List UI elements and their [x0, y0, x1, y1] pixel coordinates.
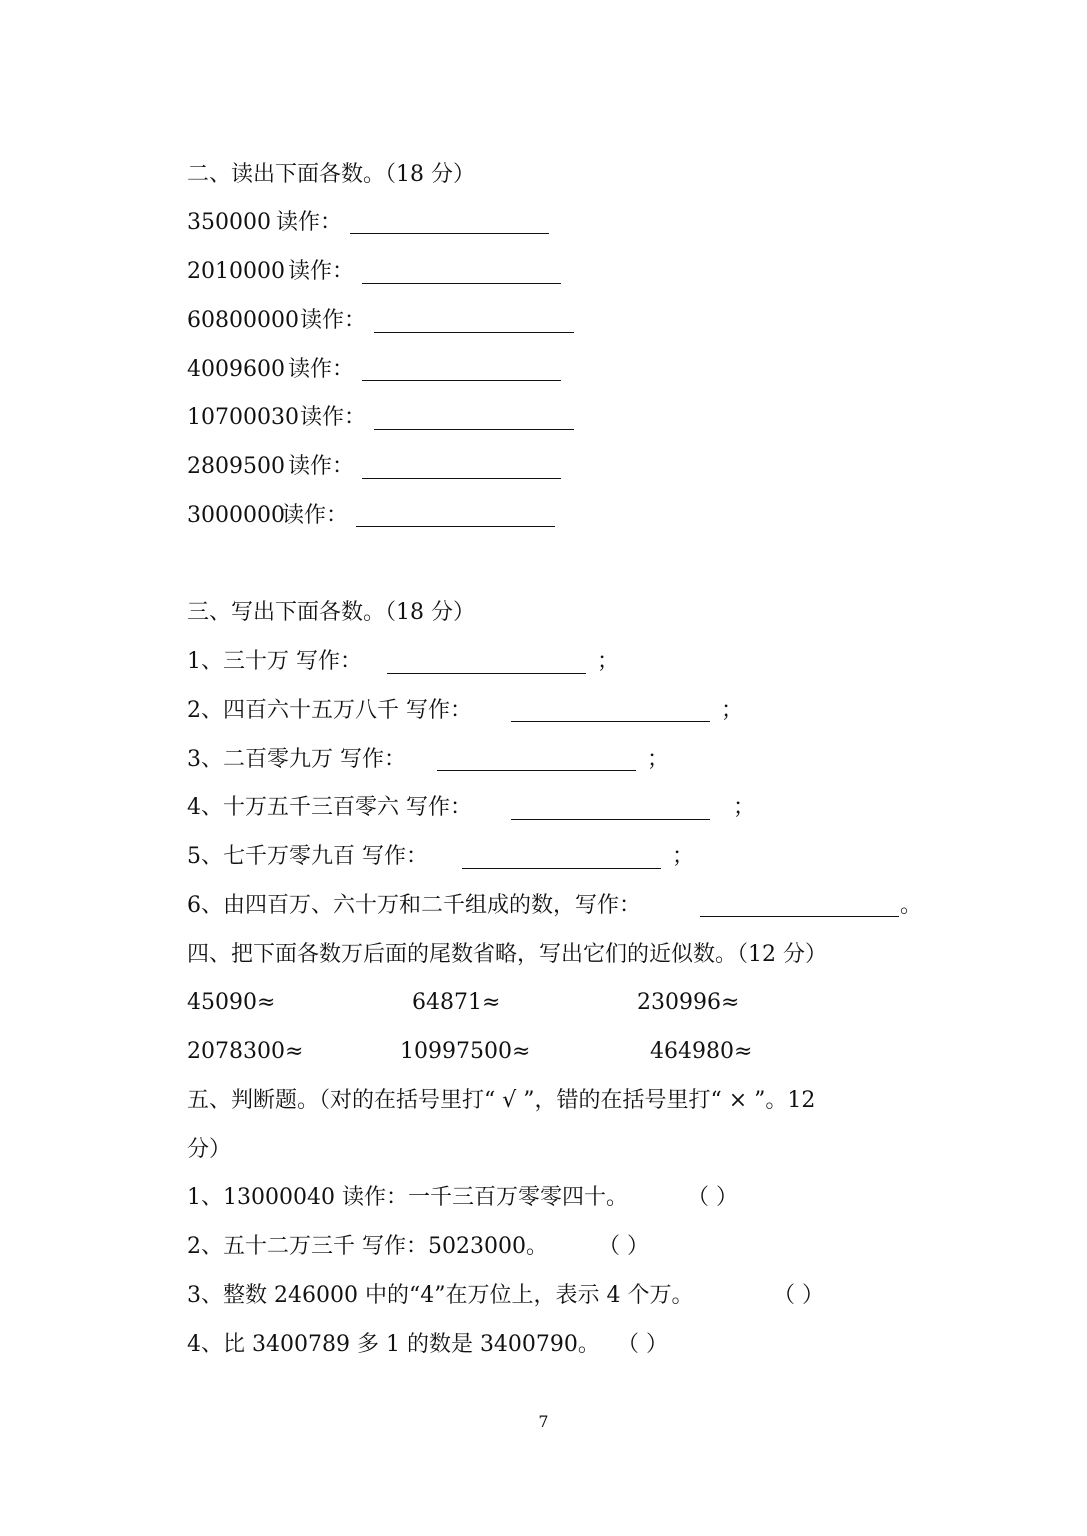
judge-paren-1[interactable]: （ ） [687, 1185, 738, 1210]
write-end-1: ； [597, 649, 620, 674]
write-end-6: 。 [900, 893, 923, 918]
page-number: 7 [538, 1412, 549, 1431]
read-label-6: 读作： [288, 454, 355, 479]
judge-paren-2[interactable]: （ ） [598, 1234, 649, 1259]
write-end-4: ； [733, 795, 756, 820]
read-number-3: 60800000 [187, 308, 299, 333]
answer-blank-3[interactable] [374, 332, 574, 333]
write-item-2: 2、四百六十五万八千 写作： [187, 698, 472, 723]
section-2-title: 二、读出下面各数。（18 分） [187, 162, 475, 187]
write-blank-5[interactable] [462, 868, 661, 869]
judge-paren-3[interactable]: （ ） [773, 1283, 824, 1308]
section-5-title-cont: 分） [187, 1137, 232, 1162]
answer-blank-6[interactable] [362, 478, 561, 479]
answer-blank-5[interactable] [374, 429, 574, 430]
write-blank-3[interactable] [437, 770, 636, 771]
judge-item-1: 1、13000040 读作：一千三百万零零四十。 [187, 1185, 628, 1210]
read-label-2: 读作： [288, 259, 355, 284]
read-number-4: 4009600 [187, 357, 285, 382]
write-blank-4[interactable] [511, 819, 710, 820]
approx-3: 230996≈ [637, 990, 740, 1015]
read-label-7: 读作： [282, 503, 349, 528]
write-item-6: 6、由四百万、六十万和二千组成的数，写作： [187, 893, 641, 918]
approx-5: 10997500≈ [400, 1039, 531, 1064]
read-label-4: 读作： [288, 357, 355, 382]
read-label-1: 读作： [276, 210, 343, 235]
read-number-2: 2010000 [187, 259, 285, 284]
judge-paren-4[interactable]: （ ） [617, 1332, 668, 1357]
write-item-4: 4、十万五千三百零六 写作： [187, 795, 472, 820]
answer-blank-1[interactable] [350, 233, 549, 234]
section-3-title: 三、写出下面各数。（18 分） [187, 600, 475, 625]
write-end-2: ； [721, 698, 744, 723]
approx-2: 64871≈ [412, 990, 501, 1015]
read-number-6: 2809500 [187, 454, 285, 479]
answer-blank-2[interactable] [362, 283, 561, 284]
judge-item-3: 3、整数 246000 中的“4”在万位上，表示 4 个万。 [187, 1283, 694, 1308]
approx-1: 45090≈ [187, 990, 276, 1015]
write-item-1: 1、三十万 写作： [187, 649, 362, 674]
write-end-3: ； [647, 747, 670, 772]
write-end-5: ； [672, 844, 695, 869]
answer-blank-4[interactable] [362, 380, 561, 381]
judge-item-2: 2、五十二万三千 写作：5023000。 [187, 1234, 548, 1259]
read-label-3: 读作： [300, 308, 367, 333]
answer-blank-7[interactable] [356, 526, 555, 527]
read-number-5: 10700030 [187, 405, 299, 430]
write-blank-6[interactable] [700, 916, 899, 917]
read-number-7: 3000000 [187, 503, 285, 528]
write-item-5: 5、七千万零九百 写作： [187, 844, 428, 869]
write-blank-2[interactable] [511, 721, 710, 722]
approx-6: 464980≈ [650, 1039, 753, 1064]
read-number-1: 350000 [187, 210, 271, 235]
section-5-title: 五、判断题。（对的在括号里打“ √ ”，错的在括号里打“ × ”。12 [187, 1088, 816, 1113]
write-item-3: 3、二百零九万 写作： [187, 747, 406, 772]
write-blank-1[interactable] [387, 673, 586, 674]
section-4-title: 四、把下面各数万后面的尾数省略，写出它们的近似数。（12 分） [187, 942, 827, 967]
read-label-5: 读作： [300, 405, 367, 430]
approx-4: 2078300≈ [187, 1039, 304, 1064]
judge-item-4: 4、比 3400789 多 1 的数是 3400790。 [187, 1332, 600, 1357]
